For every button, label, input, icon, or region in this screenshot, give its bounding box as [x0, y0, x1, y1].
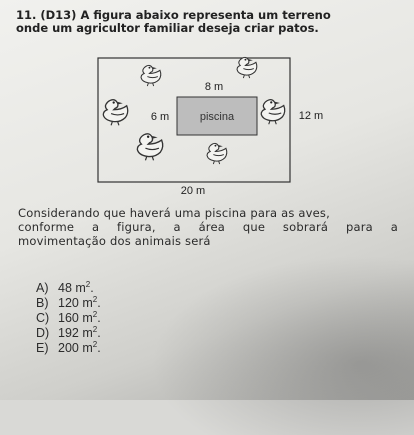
answer-option-e[interactable] — [36, 341, 101, 356]
option-value: 192 $m^2$. — [58, 324, 101, 340]
question-prompt — [18, 206, 398, 248]
answer-option-b[interactable] — [36, 296, 101, 311]
option-value: 48 $m^2$. — [58, 279, 94, 295]
pool-width-label: 8 m — [204, 81, 224, 93]
prompt-word: a — [91, 220, 100, 234]
question-header-text-1: A figura abaixo representa um terreno — [80, 8, 331, 22]
terrain-figure — [96, 50, 336, 200]
duck-icon — [141, 65, 161, 86]
option-exponent: 2 — [92, 294, 98, 304]
answer-option-a[interactable] — [36, 281, 101, 296]
question-header-line-2: onde um agricultor familiar deseja criar patos. — [16, 21, 319, 35]
option-letter: A) — [36, 281, 49, 295]
pool-height-label: 6 m — [150, 111, 170, 123]
option-letter: E) — [36, 341, 49, 355]
duck-icon — [237, 57, 257, 78]
prompt-word: que — [242, 220, 266, 234]
prompt-line-2 — [18, 220, 398, 234]
question-header — [16, 9, 406, 35]
answer-options — [36, 281, 101, 356]
option-exponent: 2 — [92, 309, 98, 319]
terrain-width-label: 20 m — [180, 185, 206, 197]
option-value: 160 $m^2$. — [58, 309, 101, 325]
option-exponent: 2 — [85, 279, 91, 289]
question-number: 11. (D13) — [16, 8, 77, 22]
prompt-word: área — [198, 220, 226, 234]
duck-icon — [261, 100, 285, 125]
duck-icon — [103, 100, 127, 126]
prompt-line-1: Considerando que haverá uma piscina para as aves, — [18, 206, 330, 220]
prompt-word: a — [390, 220, 398, 234]
prompt-word: sobrará — [282, 220, 329, 234]
option-value: 200 $m^2$. — [58, 339, 101, 355]
answer-option-c[interactable] — [36, 311, 101, 326]
option-value: 120 $m^2$. — [58, 294, 101, 310]
prompt-word: conforme — [18, 220, 75, 234]
prompt-word: figura, — [117, 220, 156, 234]
option-exponent: 2 — [92, 324, 98, 334]
pool-label: piscina — [199, 111, 235, 123]
terrain-diagram — [96, 50, 336, 200]
terrain-height-label: 12 m — [298, 110, 324, 122]
option-letter: D) — [36, 326, 50, 340]
prompt-line-3: movimentação dos animais será — [18, 234, 211, 248]
option-exponent: 2 — [92, 339, 98, 349]
duck-icon — [207, 143, 227, 164]
prompt-word: para — [346, 220, 373, 234]
prompt-word: a — [173, 220, 181, 234]
option-letter: B) — [36, 296, 49, 310]
option-letter: C) — [36, 311, 50, 325]
answer-option-d[interactable] — [36, 326, 101, 341]
duck-icon — [137, 134, 162, 161]
